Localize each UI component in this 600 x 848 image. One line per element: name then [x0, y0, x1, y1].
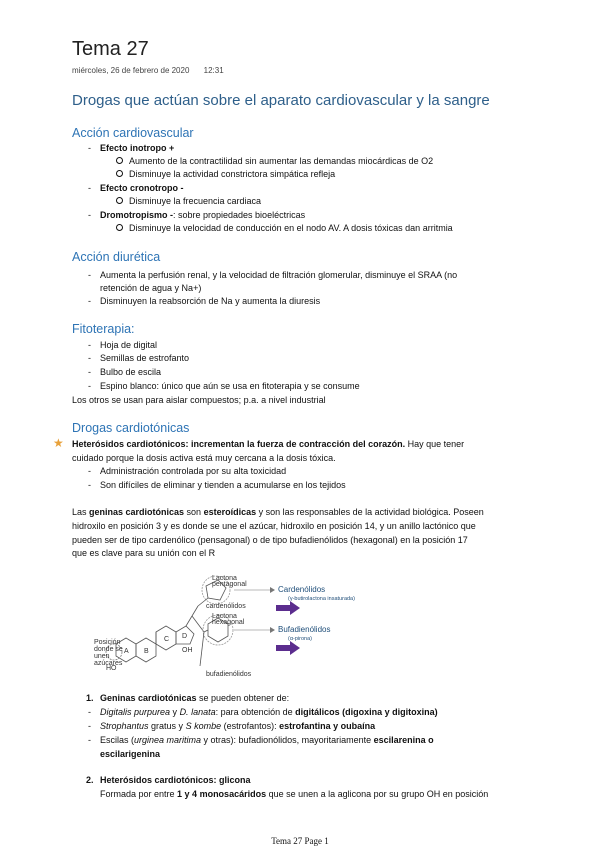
list-item: 1. Geninas cardiotónicas se pueden obtener de:: [86, 693, 290, 703]
list-item: - Hoja de digital: [88, 340, 158, 350]
structure-figure: [94, 574, 384, 680]
label-pos-4: azúcares: [94, 660, 123, 667]
heading-diuretica: Acción diurética: [72, 250, 161, 264]
label-pos-1: Posición: [94, 639, 121, 646]
list-item: Aumento de la contractilidad sin aumentar las demandas miocárdicas de O2: [116, 155, 433, 168]
paragraph-line: Heterósidos cardiotónicos: incrementan la fuerza de contracción del corazón. Hay que tener: [72, 439, 465, 449]
label-ring-c: C: [164, 636, 170, 643]
label-ring-a: A: [124, 648, 129, 655]
label-lactona-hex-2: hexagonal: [212, 619, 245, 626]
paragraph-line: que es clave para su unión con el R: [72, 548, 216, 558]
label-lactona-hex-1: Lactona: [212, 613, 237, 620]
list-item: - Dromotropismo -: sobre propiedades bioeléctricas: [88, 210, 306, 220]
list-item: - Digitalis purpurea y D. lanata: para obtención de digitálicos (digoxina y digitoxina): [88, 707, 438, 717]
heading-fitoterapia: Fitoterapia:: [72, 322, 135, 336]
star-icon: ★: [53, 436, 64, 450]
list-item: Disminuye la frecuencia cardiaca: [116, 195, 261, 208]
label-cardenolides: cardenólidos: [206, 603, 246, 610]
arrow-head: [270, 587, 275, 593]
list-item: - Escilas (urginea maritima y otras): bufadionólidos, mayoritariamente escilarenina o: [88, 735, 434, 745]
label-cardenolidos-sub: (γ-butirolactona insaturada): [288, 596, 355, 602]
label-bufadienolidos-sub: (α-pirona): [288, 636, 312, 642]
arrow-head: [270, 627, 275, 633]
label-bufadienolidos: Bufadienólidos: [278, 625, 331, 634]
paragraph-line: pueden ser de tipo cardenólico (pensagonal) o de tipo bufadienólidos (hexagonal) en la posición 17: [72, 535, 468, 545]
list-item: - Efecto cronotropo -: [88, 183, 184, 193]
paragraph-line: Las geninas cardiotónicas son esteroídicas y son las responsables de la actividad biológica. Poseen: [72, 507, 484, 517]
heading-cardiotonicas: Drogas cardiotónicas: [72, 421, 190, 435]
list-item: Disminuye la actividad constrictora simpática refleja: [116, 168, 335, 181]
list-item: - Disminuyen la reabsorción de Na y aumenta la diuresis: [88, 296, 321, 306]
label-ring-d: D: [182, 633, 188, 640]
label-oh: OH: [182, 647, 193, 654]
page-time: 12:31: [203, 66, 224, 75]
page-date: miércoles, 26 de febrero de 2020: [72, 66, 190, 75]
list-item-continuation: retención de agua y Na+): [100, 283, 202, 293]
list-item: 2. Heterósidos cardiotónicos: glicona: [86, 775, 251, 785]
list-item: - Semillas de estrofanto: [88, 353, 190, 363]
purple-arrow-icon: [276, 641, 300, 655]
fito-note: Los otros se usan para aislar compuestos; p.a. a nivel industrial: [72, 395, 326, 405]
heading-cardiovascular: Acción cardiovascular: [72, 126, 194, 140]
list-item: - Aumenta la perfusión renal, y la velocidad de filtración glomerular, disminuye el SRAA (no: [88, 270, 458, 280]
paragraph-line: hidroxilo en posición 3 y es donde se une el azúcar, hidroxilo en posición 14, y un anillo lactónico que: [72, 521, 476, 531]
label-ho: HO: [106, 665, 117, 672]
label-pos-3: unen: [94, 653, 110, 660]
paragraph-line: cuidado porque la dosis activa está muy cercana a la dosis tóxica.: [72, 453, 336, 463]
paragraph-line: Formada por entre 1 y 4 monosacáridos que se unen a la aglicona por su grupo OH en posición: [100, 789, 489, 799]
list-item: Disminuye la velocidad de conducción en el nodo AV. A dosis tóxicas dan arritmia: [116, 222, 453, 235]
label-lactona-pent-1: Lactona: [212, 575, 237, 582]
page-title: Tema 27: [72, 38, 149, 60]
list-item-continuation: escilarigenina: [100, 749, 161, 759]
label-lactona-pent-2: pentagonal: [212, 581, 247, 588]
label-cardenolidos: Cardenólidos: [278, 585, 326, 594]
page-footer: Tema 27 Page 1: [271, 836, 329, 846]
list-item: - Efecto inotropo +: [88, 143, 175, 153]
list-item: - Bulbo de escila: [88, 367, 162, 377]
list-item: - Espino blanco: único que aún se usa en fitoterapia y se consume: [88, 381, 360, 391]
list-item: - Administración controlada por su alta toxicidad: [88, 466, 287, 476]
list-item: - Son difíciles de eliminar y tienden a acumularse en los tejidos: [88, 480, 346, 490]
label-pos-2: donde se: [94, 646, 123, 653]
label-bufadienolides: bufadienólidos: [206, 671, 252, 678]
page-meta: [72, 66, 236, 75]
label-ring-b: B: [144, 648, 149, 655]
purple-arrow-icon: [276, 601, 300, 615]
list-item: - Strophantus gratus y S kombe (estrofantos): estrofantina y oubaína: [88, 721, 376, 731]
main-heading: Drogas que actúan sobre el aparato cardiovascular y la sangre: [72, 92, 490, 109]
